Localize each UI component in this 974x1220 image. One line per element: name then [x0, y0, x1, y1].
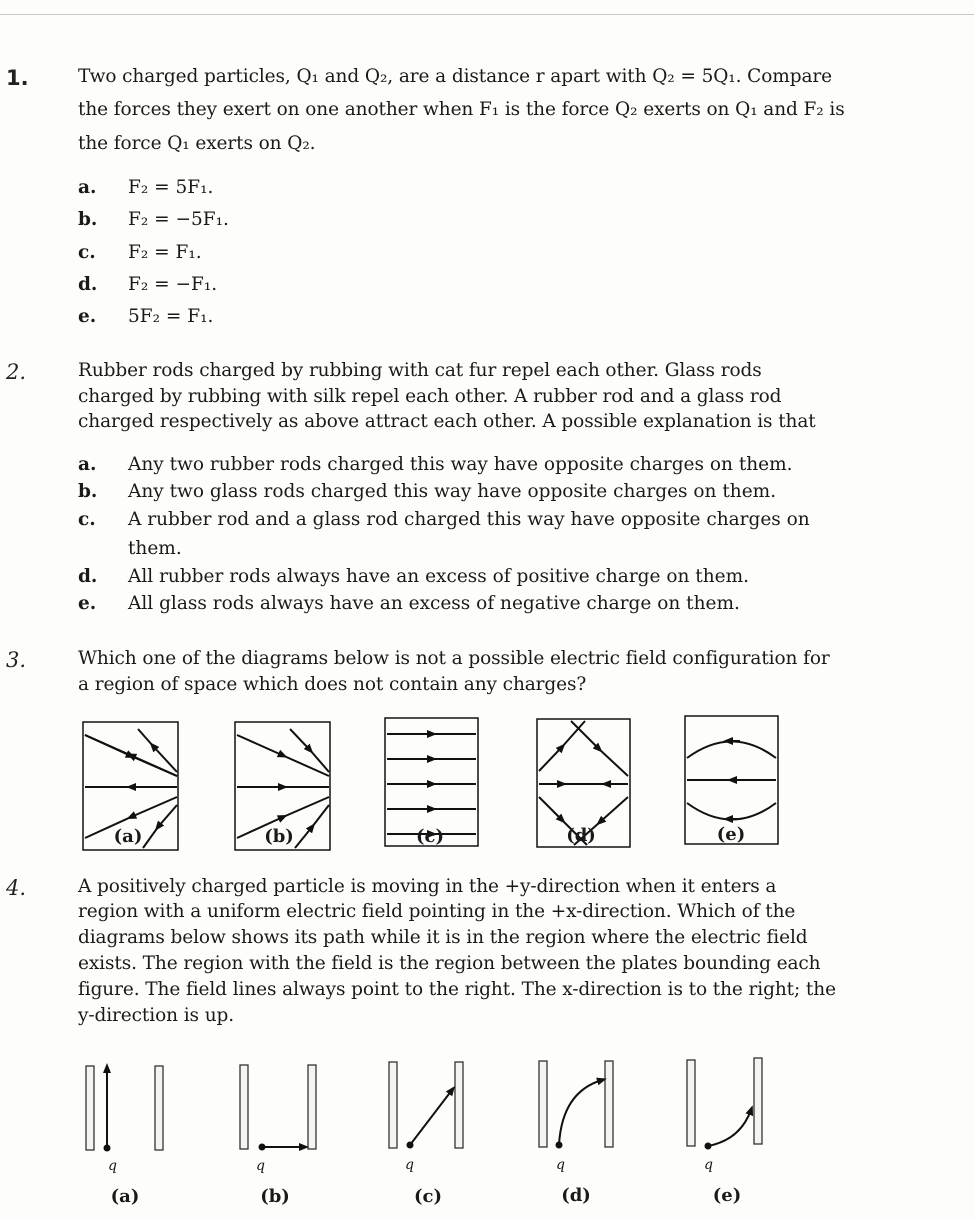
option-letter: a.: [78, 454, 97, 475]
question-2-text: charged respectively as above attract each other. A possible explanation is that: [78, 411, 816, 432]
charge-label: q: [704, 1157, 713, 1173]
option-letter: d.: [78, 274, 98, 295]
question-2-text: Rubber rods charged by rubbing with cat fur repel each other. Glass rods: [78, 360, 762, 381]
option-letter: c.: [78, 509, 96, 530]
question-4-text: exists. The region with the field is the region between the plates bounding each: [78, 953, 821, 974]
question-1-text: the force Q₁ exerts on Q₂.: [78, 133, 316, 154]
option-text: F₂ = −5F₁.: [128, 209, 229, 230]
diagram-label-a: (a): [113, 826, 143, 847]
question-1-number: 1.: [6, 66, 29, 90]
charge-dot: [705, 1143, 712, 1150]
question-4-text: diagrams below shows its path while it is in the region where the electric field: [78, 927, 808, 948]
option-text: A rubber rod and a glass rod charged this way have opposite charges on: [128, 509, 810, 530]
plate-right-d: [605, 1061, 613, 1147]
diagram-label-d: (d): [561, 1185, 591, 1206]
question-3-number: 3.: [6, 648, 27, 672]
path-c: [410, 1090, 452, 1145]
option-letter: a.: [78, 177, 97, 198]
charge-dot: [259, 1144, 266, 1151]
charge-label: q: [108, 1158, 117, 1174]
diagram-label-b: (b): [264, 826, 294, 847]
option-letter: b.: [78, 481, 98, 502]
option-letter: d.: [78, 566, 98, 587]
option-text: them.: [128, 538, 182, 559]
plate-right-a: [155, 1066, 163, 1150]
option-text: All glass rods always have an excess of negative charge on them.: [128, 593, 740, 614]
option-letter: e.: [78, 306, 97, 327]
plate-left-c: [389, 1062, 397, 1148]
plate-right-c: [455, 1062, 463, 1148]
option-text: Any two rubber rods charged this way have opposite charges on them.: [128, 454, 793, 475]
charge-dot: [104, 1145, 111, 1152]
diagram-label-c: (c): [416, 826, 444, 847]
diagram-label-d: (d): [566, 825, 596, 846]
option-text: F₂ = 5F₁.: [128, 177, 214, 198]
question-3-text: a region of space which does not contain any charges?: [78, 674, 587, 695]
question-3-text: Which one of the diagrams below is not a possible electric field configuration for: [78, 648, 830, 669]
charge-label: q: [556, 1157, 565, 1173]
diagram-label-e: (e): [712, 1185, 742, 1206]
option-text: 5F₂ = F₁.: [128, 306, 214, 327]
diagram-label-e: (e): [716, 824, 746, 845]
option-text: Any two glass rods charged this way have opposite charges on them.: [128, 481, 777, 502]
question-4-text: A positively charged particle is moving in the +y-direction when it enters a: [78, 876, 777, 897]
option-text: F₂ = F₁.: [128, 242, 202, 263]
option-text: All rubber rods always have an excess of positive charge on them.: [128, 566, 749, 587]
option-letter: b.: [78, 209, 98, 230]
option-letter: e.: [78, 593, 97, 614]
charge-label: q: [405, 1157, 414, 1173]
diagram-label-c: (c): [414, 1186, 442, 1207]
plate-left-a: [86, 1066, 94, 1150]
question-4-text: region with a uniform electric field pointing in the +x-direction. Which of the: [78, 901, 796, 922]
plate-left-d: [539, 1061, 547, 1147]
option-letter: c.: [78, 242, 96, 263]
plate-right e: [754, 1058, 762, 1144]
charge-dot: [407, 1142, 414, 1149]
path-e: [708, 1110, 751, 1146]
question-4-number: 4.: [6, 876, 27, 900]
diagram-label-a: (a): [110, 1186, 140, 1207]
question-2-number: 2.: [6, 360, 27, 384]
plate-left-b: [240, 1065, 248, 1149]
path-d: [559, 1080, 602, 1145]
question-2-text: charged by rubbing with silk repel each other. A rubber rod and a glass rod: [78, 386, 782, 407]
question-1-text: Two charged particles, Q₁ and Q₂, are a distance r apart with Q₂ = 5Q₁. Compare: [78, 66, 832, 87]
plate-right-b: [308, 1065, 316, 1149]
diagram-label-b: (b): [260, 1186, 290, 1207]
question-4-text: y-direction is up.: [78, 1005, 235, 1026]
charge-dot: [556, 1142, 563, 1149]
question-1-text: the forces they exert on one another when F₁ is the force Q₂ exerts on Q₁ and F₂ is: [78, 99, 845, 120]
option-text: F₂ = −F₁.: [128, 274, 218, 295]
plate-left-e: [687, 1060, 695, 1146]
question-4-text: figure. The field lines always point to the right. The x-direction is to the right; the: [78, 979, 836, 1000]
charge-label: q: [256, 1158, 265, 1174]
